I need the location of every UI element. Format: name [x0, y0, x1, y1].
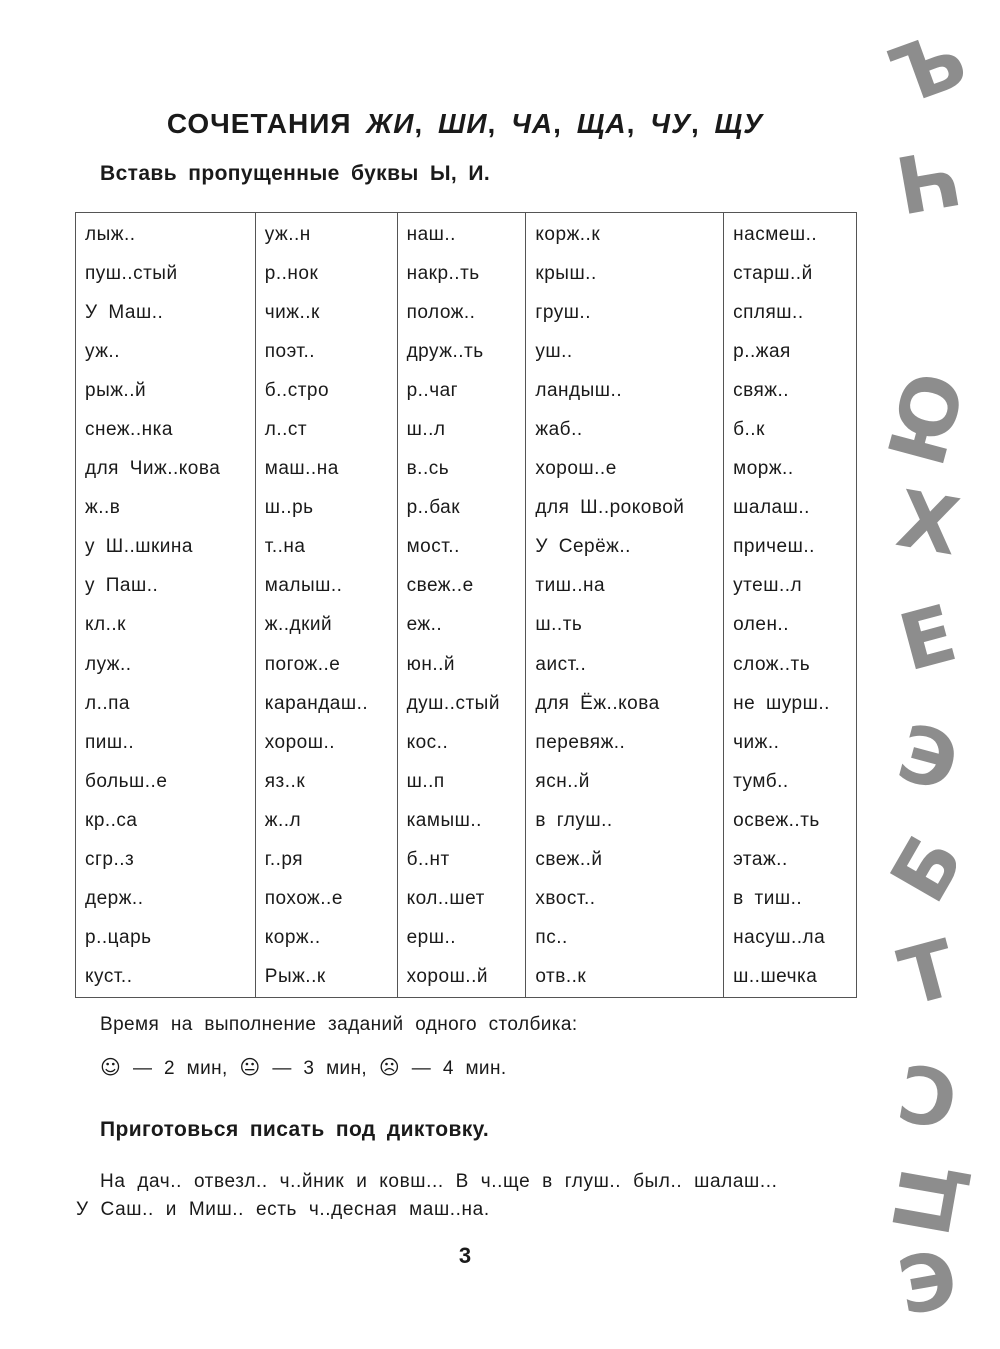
- table-cell: л..па: [76, 684, 256, 723]
- table-cell: тиш..на: [526, 567, 724, 606]
- table-cell: ш..л: [397, 410, 526, 449]
- table-row: [76, 919, 857, 958]
- dictation-line: У Саш.. и Миш.. есть ч..десная маш..на.: [76, 1199, 490, 1220]
- table-cell: у Ш..шкина: [76, 528, 256, 567]
- title-combo: ЧА,: [511, 108, 562, 139]
- table-cell: крыш..: [526, 254, 724, 293]
- neutral-face-icon: 😐: [239, 1055, 261, 1079]
- table-row: [76, 567, 857, 606]
- table-cell: для Чиж..кова: [76, 450, 256, 489]
- table-cell: причеш..: [724, 528, 857, 567]
- table-cell: У Серёж..: [526, 528, 724, 567]
- table-cell: в тиш..: [724, 880, 857, 919]
- title-combo: ШИ,: [437, 108, 497, 139]
- table-cell: ш..п: [397, 762, 526, 801]
- smile-face-icon: ☺: [100, 1055, 122, 1079]
- table-cell: кл..к: [76, 606, 256, 645]
- page-number: 3: [458, 1243, 472, 1268]
- table-cell: камыш..: [397, 801, 526, 840]
- table-cell: поэт..: [255, 332, 397, 371]
- table-cell: насмеш..: [724, 213, 857, 255]
- table-cell: не шурш..: [724, 684, 857, 723]
- dictation-line: На дач.. отвезл.. ч..йник и ковш... В ч..ще в глуш.. был.. шалаш...: [100, 1171, 778, 1192]
- table-cell: больш..е: [76, 762, 256, 801]
- table-cell: хорош..е: [526, 450, 724, 489]
- table-cell: хорош..й: [397, 958, 526, 998]
- table-cell: в глуш..: [526, 801, 724, 840]
- table-row: [76, 606, 857, 645]
- title-combo: ЩА,: [576, 108, 636, 139]
- table-row: [76, 213, 857, 255]
- decor-letter: Ц: [877, 1155, 979, 1243]
- table-cell: насуш..ла: [724, 919, 857, 958]
- table-cell: сгр..з: [76, 841, 256, 880]
- table-cell: друж..ть: [397, 332, 526, 371]
- title-combo: ЩУ: [714, 108, 764, 139]
- table-cell: еж..: [397, 606, 526, 645]
- table-cell: ш..ть: [526, 606, 724, 645]
- table-cell: спляш..: [724, 293, 857, 332]
- table-row: [76, 684, 857, 723]
- table-cell: ясн..й: [526, 762, 724, 801]
- word-table: [75, 212, 857, 998]
- table-cell: наш..: [397, 213, 526, 255]
- table-cell: л..ст: [255, 410, 397, 449]
- table-row: [76, 450, 857, 489]
- table-row: [76, 332, 857, 371]
- table-cell: куст..: [76, 958, 256, 998]
- table-row: [76, 762, 857, 801]
- table-cell: кол..шет: [397, 880, 526, 919]
- table-cell: уж..: [76, 332, 256, 371]
- table-cell: ландыш..: [526, 371, 724, 410]
- timing-value: — 4 мин.: [411, 1058, 507, 1079]
- table-cell: рыж..й: [76, 371, 256, 410]
- table-cell: чиж..к: [255, 293, 397, 332]
- table-cell: г..ря: [255, 841, 397, 880]
- table-cell: б..нт: [397, 841, 526, 880]
- table-cell: накр..ть: [397, 254, 526, 293]
- table-row: [76, 528, 857, 567]
- table-cell: б..к: [724, 410, 857, 449]
- table-cell: отв..к: [526, 958, 724, 998]
- table-row: [76, 841, 857, 880]
- decor-letter: Э: [888, 708, 968, 810]
- table-cell: кос..: [397, 723, 526, 762]
- table-cell: похож..е: [255, 880, 397, 919]
- table-cell: утеш..л: [724, 567, 857, 606]
- table-cell: у Паш..: [76, 567, 256, 606]
- page-title: [0, 108, 930, 140]
- decor-letter: С: [891, 1044, 965, 1144]
- table-cell: пуш..стый: [76, 254, 256, 293]
- table-cell: хорош..: [255, 723, 397, 762]
- title-lead: СОЧЕТАНИЯ: [166, 108, 352, 139]
- timing-row: [100, 1055, 507, 1080]
- table-row: [76, 489, 857, 528]
- table-cell: чиж..: [724, 723, 857, 762]
- table-cell: лыж..: [76, 213, 256, 255]
- table-cell: Рыж..к: [255, 958, 397, 998]
- table-cell: жаб..: [526, 410, 724, 449]
- table-cell: для Ёж..кова: [526, 684, 724, 723]
- table-cell: пиш..: [76, 723, 256, 762]
- table-cell: У Маш..: [76, 293, 256, 332]
- table-cell: ж..в: [76, 489, 256, 528]
- decor-letter: Б: [874, 820, 982, 918]
- table-row: [76, 801, 857, 840]
- table-cell: мост..: [397, 528, 526, 567]
- table-cell: груш..: [526, 293, 724, 332]
- table-cell: тумб..: [724, 762, 857, 801]
- decor-letter: Е: [890, 588, 966, 690]
- table-cell: пс..: [526, 919, 724, 958]
- title-combo: ЖИ,: [366, 108, 424, 139]
- table-cell: ж..л: [255, 801, 397, 840]
- table-cell: юн..й: [397, 645, 526, 684]
- table-cell: р..чаг: [397, 371, 526, 410]
- table-row: [76, 371, 857, 410]
- table-cell: маш..на: [255, 450, 397, 489]
- table-cell: луж..: [76, 645, 256, 684]
- table-row: [76, 880, 857, 919]
- table-cell: хвост..: [526, 880, 724, 919]
- table-cell: свеж..е: [397, 567, 526, 606]
- table-cell: шалаш..: [724, 489, 857, 528]
- decor-letter-strip: [872, 14, 990, 1334]
- table-cell: р..бак: [397, 489, 526, 528]
- table-cell: освеж..ть: [724, 801, 857, 840]
- table-cell: уш..: [526, 332, 724, 371]
- table-cell: снеж..нка: [76, 410, 256, 449]
- table-row: [76, 293, 857, 332]
- decor-letter: Х: [890, 474, 966, 574]
- task-instruction: Вставь пропущенные буквы Ы, И.: [100, 162, 491, 185]
- table-cell: в..сь: [397, 450, 526, 489]
- timing-value: — 3 мин,: [272, 1058, 368, 1079]
- table-cell: р..жая: [724, 332, 857, 371]
- table-cell: старш..й: [724, 254, 857, 293]
- table-cell: корж..: [255, 919, 397, 958]
- decor-letter: Ч: [889, 129, 967, 229]
- table-cell: олен..: [724, 606, 857, 645]
- table-cell: корж..к: [526, 213, 724, 255]
- table-cell: держ..: [76, 880, 256, 919]
- table-cell: ж..дкий: [255, 606, 397, 645]
- timing-label: Время на выполнение заданий одного столбика:: [100, 1014, 578, 1035]
- table-cell: слож..ть: [724, 645, 857, 684]
- decor-letter: Ъ: [878, 14, 978, 124]
- decor-letter: Э: [891, 1234, 965, 1334]
- table-cell: ерш..: [397, 919, 526, 958]
- table-cell: морж..: [724, 450, 857, 489]
- table-cell: этаж..: [724, 841, 857, 880]
- table-cell: карандаш..: [255, 684, 397, 723]
- table-row: [76, 958, 857, 998]
- table-cell: ш..шечка: [724, 958, 857, 998]
- table-cell: р..нок: [255, 254, 397, 293]
- table-cell: уж..н: [255, 213, 397, 255]
- table-cell: р..царь: [76, 919, 256, 958]
- table-row: [76, 410, 857, 449]
- table-cell: кр..са: [76, 801, 256, 840]
- timing-value: — 2 мин,: [132, 1058, 228, 1079]
- table-cell: для Ш..роковой: [526, 489, 724, 528]
- table-cell: аист..: [526, 645, 724, 684]
- decor-letter: Ю: [872, 363, 984, 475]
- table-row: [76, 645, 857, 684]
- table-cell: б..стро: [255, 371, 397, 410]
- title-combo: ЧУ,: [650, 108, 700, 139]
- decor-letter: Т: [890, 923, 966, 1025]
- dictation-heading: Приготовься писать под диктовку.: [100, 1118, 490, 1141]
- table-cell: перевяж..: [526, 723, 724, 762]
- table-cell: свяж..: [724, 371, 857, 410]
- table-cell: малыш..: [255, 567, 397, 606]
- table-row: [76, 723, 857, 762]
- table-row: [76, 254, 857, 293]
- table-cell: душ..стый: [397, 684, 526, 723]
- table-cell: погож..е: [255, 645, 397, 684]
- table-cell: ш..рь: [255, 489, 397, 528]
- sad-face-icon: ☹: [378, 1055, 401, 1079]
- table-cell: свеж..й: [526, 841, 724, 880]
- table-cell: полож..: [397, 293, 526, 332]
- table-cell: т..на: [255, 528, 397, 567]
- table-cell: яз..к: [255, 762, 397, 801]
